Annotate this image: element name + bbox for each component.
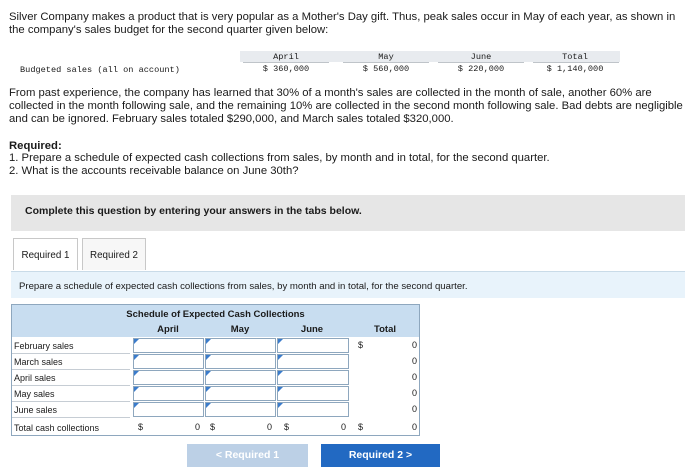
row-label-february-sales: February sales bbox=[12, 338, 130, 354]
budget-rule bbox=[533, 62, 619, 63]
tab-label: Required 2 bbox=[90, 250, 138, 261]
collection-pattern-text: From past experience, the company has learned that 30% of a month's sales are collected in the month of sale, another 60% are collected in the month following sale, and the remaining 10% are collected in the second month following sale. Bad debts are negligible and can be ignored. February sales totaled $290,000, and March sales totaled $320,000. bbox=[9, 87, 683, 125]
required-list bbox=[9, 152, 693, 178]
budget-header-may: May bbox=[378, 52, 394, 62]
input-may-april[interactable] bbox=[133, 386, 204, 401]
row-label-total-cash-collections: Total cash collections bbox=[14, 423, 100, 433]
total-feb: 0 bbox=[411, 340, 417, 350]
budget-header-april: April bbox=[273, 52, 299, 62]
total-mar: 0 bbox=[411, 356, 417, 366]
input-feb-april[interactable] bbox=[133, 338, 204, 353]
sales-budget-table bbox=[9, 51, 620, 77]
input-may-june[interactable] bbox=[277, 386, 349, 401]
input-apr-june[interactable] bbox=[277, 370, 349, 385]
currency-symbol: $ bbox=[210, 422, 216, 432]
total-may: 0 bbox=[411, 388, 417, 398]
input-jun-may[interactable] bbox=[205, 402, 276, 417]
input-apr-may[interactable] bbox=[205, 370, 276, 385]
input-jun-june[interactable] bbox=[277, 402, 349, 417]
required-item-2: 2. What is the accounts receivable balance on June 30th? bbox=[9, 165, 299, 177]
instruction-banner bbox=[11, 195, 685, 231]
budget-rule bbox=[438, 62, 524, 63]
budget-rule bbox=[243, 62, 329, 63]
input-may-may[interactable] bbox=[205, 386, 276, 401]
input-jun-april[interactable] bbox=[133, 402, 204, 417]
cash-collections-schedule bbox=[11, 304, 420, 436]
budget-rule bbox=[343, 62, 429, 63]
budget-value-may: $ 560,000 bbox=[362, 64, 410, 74]
row-label-march-sales: March sales bbox=[12, 354, 130, 370]
budget-header-total: Total bbox=[562, 52, 588, 62]
input-mar-may[interactable] bbox=[205, 354, 276, 369]
required-title: Required: bbox=[9, 140, 62, 152]
question-prompt-bar bbox=[11, 271, 685, 298]
problem-intro: Silver Company makes a product that is very popular as a Mother's Day gift. Thus, peak sales occur in May of each year, as shown in the company's sales budget for the second quarter given below: bbox=[9, 11, 676, 36]
budget-value-june: $ 220,000 bbox=[457, 64, 505, 74]
total-collections-may: 0 bbox=[266, 422, 272, 432]
tab-label: Required 1 bbox=[21, 250, 70, 261]
required-item-1: 1. Prepare a schedule of expected cash collections from sales, by month and in total, for the second quarter. bbox=[9, 152, 550, 164]
currency-symbol: $ bbox=[358, 340, 364, 350]
column-header-may: May bbox=[230, 324, 250, 335]
total-apr: 0 bbox=[411, 372, 417, 382]
instruction-text: Complete this question by entering your answers in the tabs below. bbox=[25, 205, 362, 217]
budget-value-april: $ 360,000 bbox=[262, 64, 310, 74]
question-prompt: Prepare a schedule of expected cash collections from sales, by month and in total, for the second quarter. bbox=[19, 281, 468, 292]
input-feb-may[interactable] bbox=[205, 338, 276, 353]
total-collections-april: 0 bbox=[194, 422, 200, 432]
input-apr-april[interactable] bbox=[133, 370, 204, 385]
column-header-total: Total bbox=[374, 324, 396, 335]
input-mar-june[interactable] bbox=[277, 354, 349, 369]
currency-symbol: $ bbox=[358, 422, 364, 432]
budget-header-june: June bbox=[470, 52, 492, 62]
input-feb-june[interactable] bbox=[277, 338, 349, 353]
column-header-june: June bbox=[300, 324, 324, 335]
column-header-april: April bbox=[157, 324, 179, 335]
schedule-title: Schedule of Expected Cash Collections bbox=[126, 309, 305, 320]
schedule-header bbox=[12, 305, 419, 337]
previous-required-1-button[interactable]: < Required 1 bbox=[187, 444, 308, 467]
total-jun: 0 bbox=[411, 404, 417, 414]
budget-row-label: Budgeted sales (all on account) bbox=[20, 65, 180, 75]
tab-required-2[interactable] bbox=[82, 238, 146, 270]
row-label-may-sales: May sales bbox=[12, 386, 130, 402]
currency-symbol: $ bbox=[284, 422, 290, 432]
total-collections-total: 0 bbox=[411, 422, 417, 432]
input-mar-april[interactable] bbox=[133, 354, 204, 369]
total-collections-june: 0 bbox=[340, 422, 346, 432]
row-label-june-sales: June sales bbox=[12, 402, 130, 418]
next-required-2-button[interactable]: Required 2 > bbox=[321, 444, 440, 467]
row-label-april-sales: April sales bbox=[12, 370, 130, 386]
tab-required-1[interactable] bbox=[13, 238, 78, 270]
currency-symbol: $ bbox=[138, 422, 144, 432]
budget-value-total: $ 1,140,000 bbox=[546, 64, 604, 74]
